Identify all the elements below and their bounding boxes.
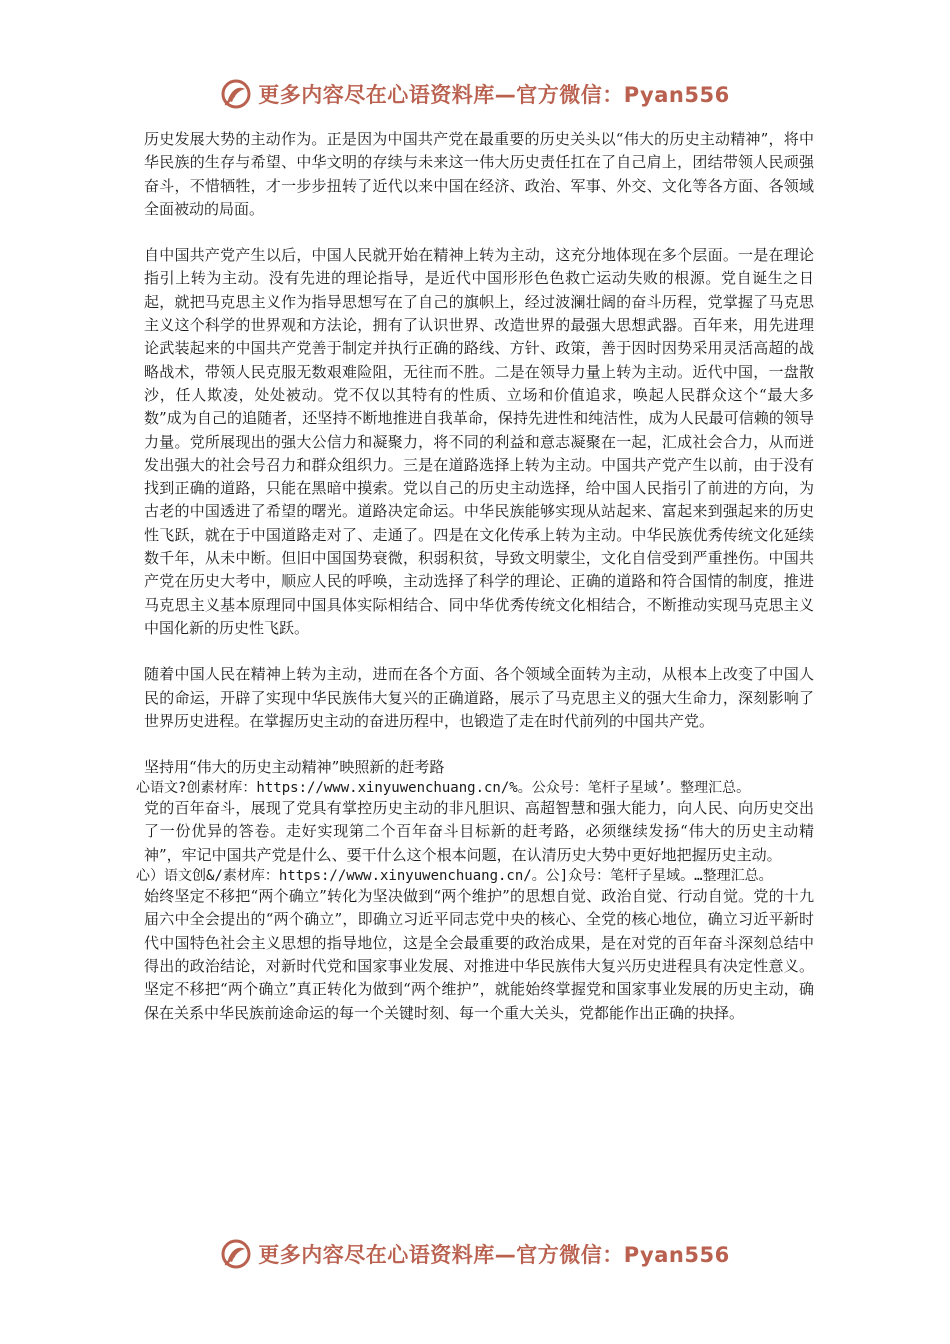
paragraph: 始终坚定不移把“两个确立”转化为坚决做到“两个维护”的思想自觉、政治自觉、行动自觉。党的十九届六中全会提出的“两个确立”，即确立习近平同志党中央的核心、全党的核心地位，确立习近平新时代中国特色社会主义思想的指导地位，这是全会最重要的政治成果，是在对党的百年奋斗深刻总结中得出的政治结论，对新时代党和国家事业发展、对推进中华民族伟大复兴历史进程具有决定性意义。坚定不移把“两个确立”真正转化为做到“两个维护”，就能始终掌握党和国家事业发展的历史主动，确保在关系中华民族前途命运的每一个关键时刻、每一个重大关头，党都能作出正确的抉择。 [144, 887, 814, 1022]
document-body [136, 128, 814, 1025]
banner-text: 更多内容尽在心语资料库—官方微信：Pyan556 [258, 1243, 730, 1267]
stylized-red-logo-icon [220, 1238, 252, 1270]
footer-banner [0, 1234, 950, 1274]
paragraph: 历史发展大势的主动作为。正是因为中国共产党在最重要的历史关头以“伟大的历史主动精神”，将中华民族的生存与希望、中华文明的存续与未来这一伟大历史责任扛在了自己肩上，团结带领人民顽强奋斗，不惜牺牲，才一步步扭转了近代以来中国在经济、政治、军事、外交、文化等各方面、各领域全面被动的局面。 [144, 130, 814, 218]
banner-text: 更多内容尽在心语资料库—官方微信：Pyan556 [258, 83, 730, 107]
section-heading: 坚持用“伟大的历史主动精神”映照新的赶考路 [144, 758, 445, 777]
stylized-red-logo-icon [220, 78, 252, 110]
paragraph: 随着中国人民在精神上转为主动，进而在各个方面、各个领域全面转为主动，从根本上改变了中国人民的命运，开辟了实现中华民族伟大复兴的正确道路，展示了马克思主义的强大生命力，深刻影响了世界历史进程。在掌握历史主动的奋进历程中，也锻造了走在时代前列的中国共产党。 [144, 665, 814, 730]
watermark-line: 心语文?创素材库：https://www.xinyuwenchuang.cn/%。公众号：笔杆子星域’。整理汇总。 [136, 780, 751, 797]
paragraph: 自中国共产党产生以后，中国人民就开始在精神上转为主动，这充分地体现在多个层面。一是在理论指引上转为主动。没有先进的理论指导，是近代中国形形色色救亡运动失败的根源。党自诞生之日起，就把马克思主义作为指导思想写在了自己的旗帜上，经过波澜壮阔的奋斗历程，党掌握了马克思主义这个科学的世界观和方法论，拥有了认识世界、改造世界的最强大思想武器。百年来，用先进理论武装起来的中国共产党善于制定并执行正确的路线、方针、政策，善于因时因势采用灵活高超的战略战术，带领人民克服无数艰难险阻，无往而不胜。二是在领导力量上转为主动。近代中国，一盘散沙，任人欺凌，处处被动。党不仅以其特有的性质、立场和价值追求，唤起人民群众这个“最大多数”成为自己的追随者，还坚持不断地推进自我革命，保持先进性和纯洁性，成为人民最可信赖的领导力量。党所展现出的强大公信力和凝聚力，将不同的利益和意志凝聚在一起，汇成社会合力，从而迸发出强大的社会号召力和群众组织力。三是在道路选择上转为主动。中国共产党产生以前，由于没有找到正确的道路，只能在黑暗中摸索。党以自己的历史主动选择，给中国人民指引了前进的方向，为古老的中国透进了希望的曙光。道路决定命运。中华民族能够实现从站起来、富起来到强起来的历史性飞跃，就在于中国道路走对了、走通了。四是在文化传承上转为主动。中华民族优秀传统文化延续数千年，从未中断。但旧中国国势衰微，积弱积贫，导致文明蒙尘，文化自信受到严重挫伤。中国共产党在历史大考中，顺应人民的呼唤，主动选择了科学的理论、正确的道路和符合国情的制度，推进马克思主义基本原理同中国具体实际相结合、同中华优秀传统文化相结合，不断推动实现马克思主义中国化新的历史性飞跃。 [144, 246, 814, 637]
watermark-line: 心）语文创&/素材库：https://www.xinyuwenchuang.cn/。公]众号：笔杆子星域。…整理汇总。 [136, 868, 773, 885]
paragraph: 党的百年奋斗，展现了党具有掌控历史主动的非凡胆识、高超智慧和强大能力，向人民、向历史交出了一份优异的答卷。走好实现第二个百年奋斗目标新的赶考路，必须继续发扬“伟大的历史主动精神”，牢记中国共产党是什么、要干什么这个根本问题，在认清历史大势中更好地把握历史主动。 [144, 799, 814, 864]
header-banner [0, 74, 950, 114]
